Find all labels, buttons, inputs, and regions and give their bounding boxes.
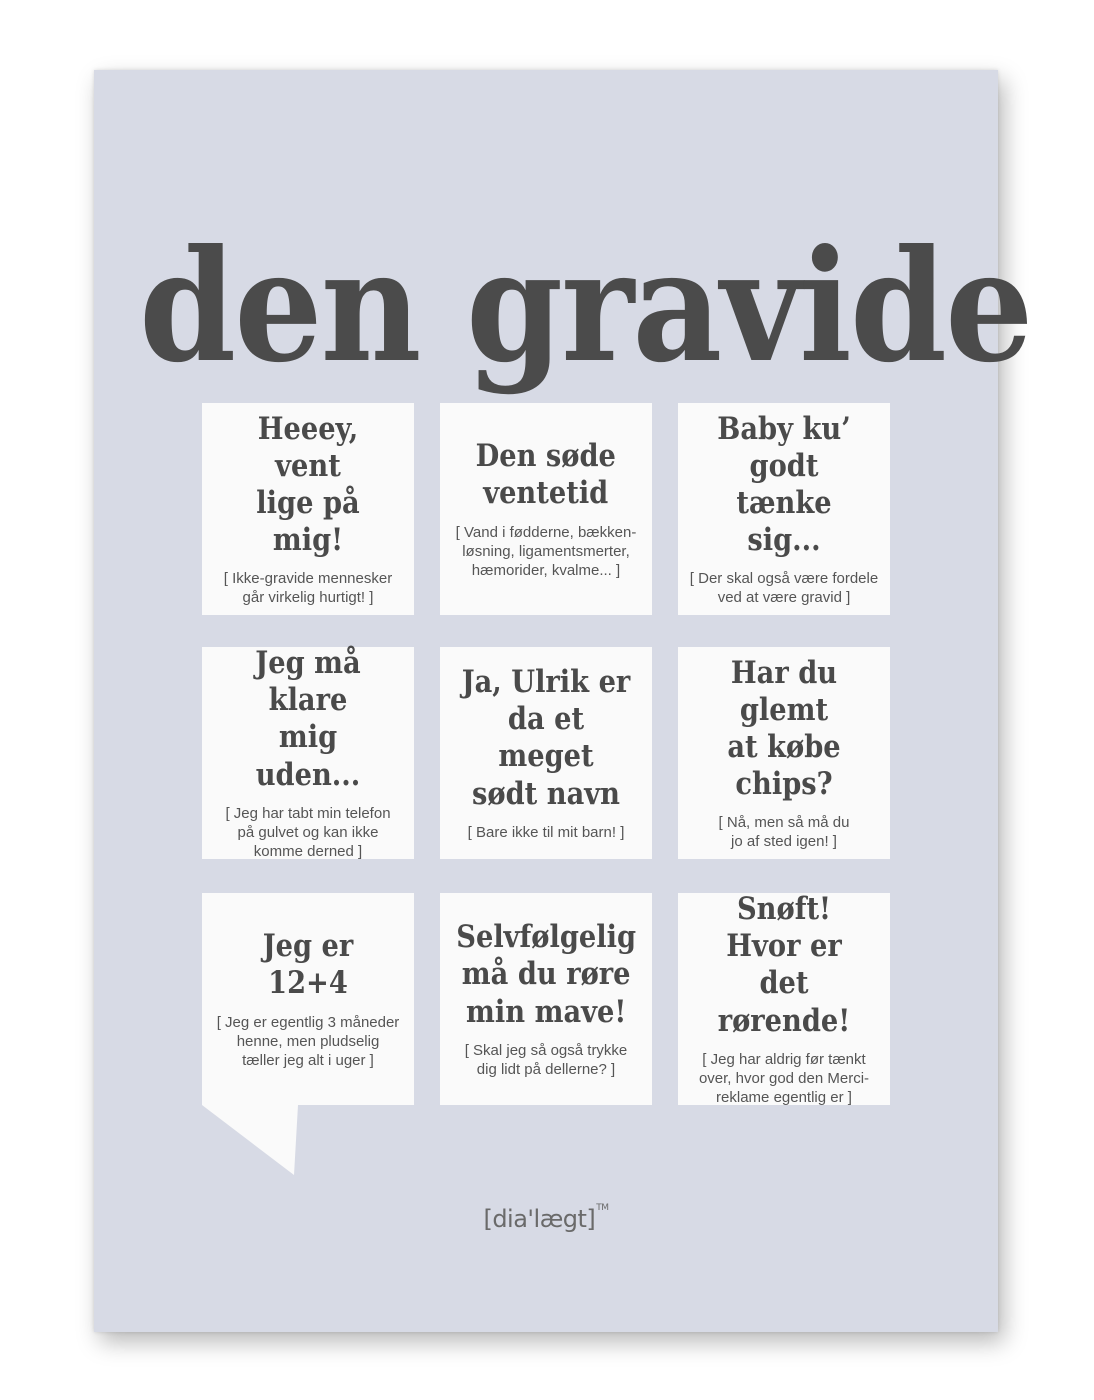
card-9 bbox=[678, 893, 890, 1105]
card-note: [ Ikke-gravide mennesker går virkelig hurtigt! ] bbox=[223, 570, 393, 607]
card-note: [ Bare ikke til mit barn! ] bbox=[467, 823, 625, 841]
card-heading: Jeg er 12+4 bbox=[262, 928, 354, 1002]
card-heading: Den søde ventetid bbox=[475, 438, 617, 512]
card-heading: Selvfølgelig må du røre min mave! bbox=[456, 919, 636, 1030]
card-note: [ Jeg har aldrig før tænkt over, hvor god den Merci- reklame egentlig er ] bbox=[698, 1050, 870, 1106]
card-8 bbox=[440, 893, 652, 1105]
card-5 bbox=[440, 647, 652, 859]
brand-logo-text: [dia'lægt] bbox=[483, 1205, 596, 1233]
card-note: [ Vand i fødderne, bækken- løsning, ligamentsmerter, hæmorider, kvalme... ] bbox=[455, 523, 637, 579]
card-heading: Snøft! Hvor er det rørende! bbox=[717, 891, 851, 1039]
card-note: [ Jeg har tabt min telefon på gulvet og kan ikke komme derned ] bbox=[225, 804, 391, 860]
trademark-mark: TM bbox=[596, 1203, 609, 1213]
card-note: [ Skal jeg så også trykke dig lidt på dellerne? ] bbox=[464, 1041, 628, 1078]
card-heading: Har du glemt at købe chips? bbox=[727, 654, 841, 803]
poster-title: den gravide bbox=[139, 216, 1032, 397]
card-7 bbox=[202, 893, 414, 1105]
card-heading: Jeg må klare mig uden... bbox=[255, 645, 361, 793]
poster bbox=[94, 70, 1032, 1332]
card-6 bbox=[678, 647, 890, 859]
card-heading: Heeey, vent lige på mig! bbox=[256, 410, 360, 559]
card-3 bbox=[678, 403, 890, 615]
card-note: [ Jeg er egentlig 3 måneder henne, men pludselig tæller jeg alt i uger ] bbox=[216, 1013, 400, 1069]
card-1 bbox=[202, 403, 414, 615]
speech-bubble-tail-icon bbox=[202, 1105, 298, 1175]
card-note: [ Der skal også være fordele ved at være gravid ] bbox=[689, 570, 879, 607]
card-heading: Ja, Ulrik er da et meget sødt navn bbox=[461, 664, 631, 812]
brand-logo bbox=[94, 1205, 998, 1233]
card-note: [ Nå, men så må du jo af sted igen! ] bbox=[718, 814, 850, 851]
card-2 bbox=[440, 403, 652, 615]
card-heading: Baby ku’ godt tænke sig... bbox=[717, 410, 851, 559]
card-4 bbox=[202, 647, 414, 859]
